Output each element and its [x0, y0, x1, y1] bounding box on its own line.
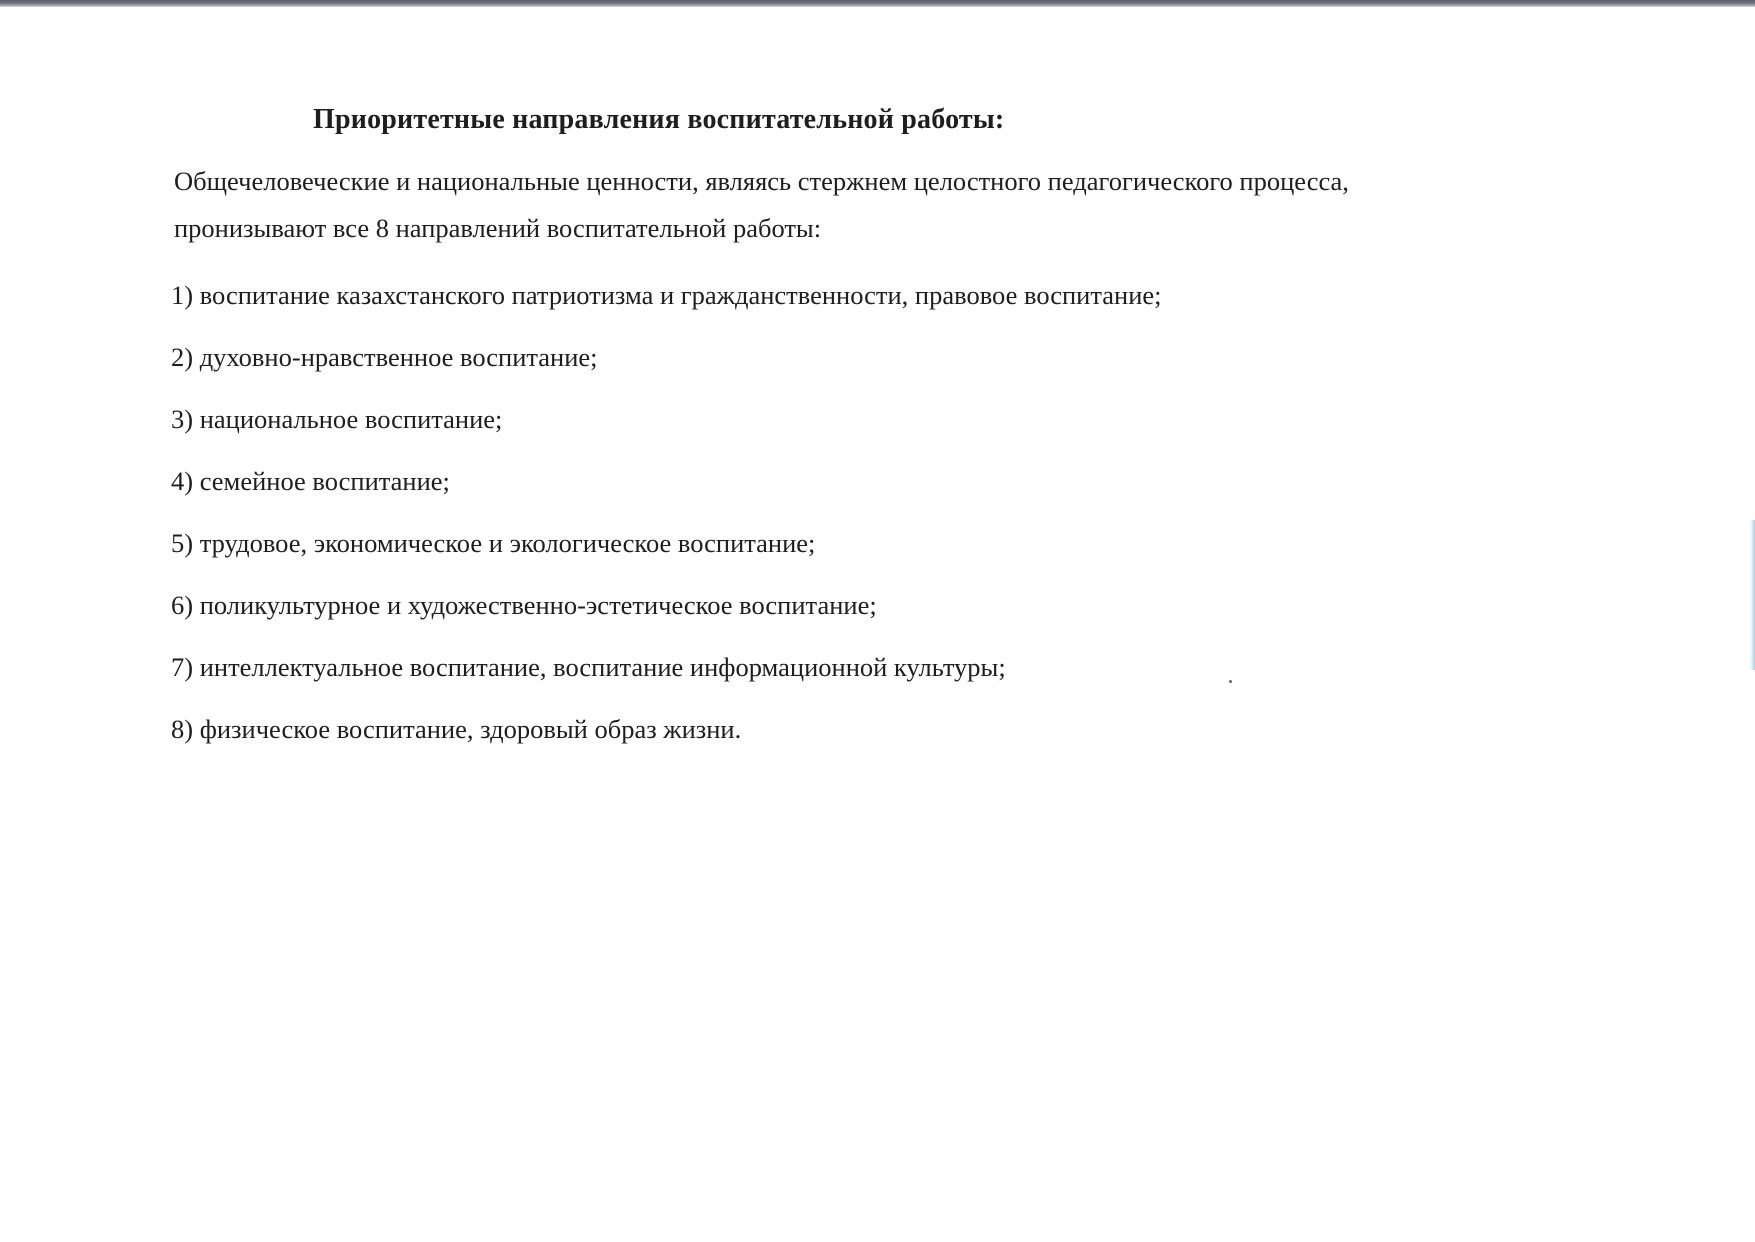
list-item: 6) поликультурное и художественно-эстетическое воспитание;	[171, 590, 877, 620]
list-item: 2) духовно-нравственное воспитание;	[171, 342, 598, 372]
list-item: 3) национальное воспитание;	[171, 404, 503, 434]
scan-speck	[1229, 680, 1232, 683]
list-item: 7) интеллектуальное воспитание, воспитание информационной культуры;	[171, 652, 1006, 682]
directions-list	[171, 276, 1162, 772]
list-item: 8) физическое воспитание, здоровый образ жизни.	[171, 714, 742, 744]
list-item: 5) трудовое, экономическое и экологическое воспитание;	[171, 528, 816, 558]
page-title: Приоритетные направления воспитательной работы:	[313, 104, 1005, 135]
list-item: 4) семейное воспитание;	[171, 466, 450, 496]
scan-right-edge	[1750, 520, 1755, 670]
scan-top-edge	[0, 0, 1755, 7]
list-item: 1) воспитание казахстанского патриотизма и гражданственности, правовое воспитание;	[171, 280, 1162, 310]
intro-paragraph: Общечеловеческие и национальные ценности, являясь стержнем целостного педагогического процесса, пронизывают все 8 направлений воспитательной работы:	[174, 166, 1349, 243]
